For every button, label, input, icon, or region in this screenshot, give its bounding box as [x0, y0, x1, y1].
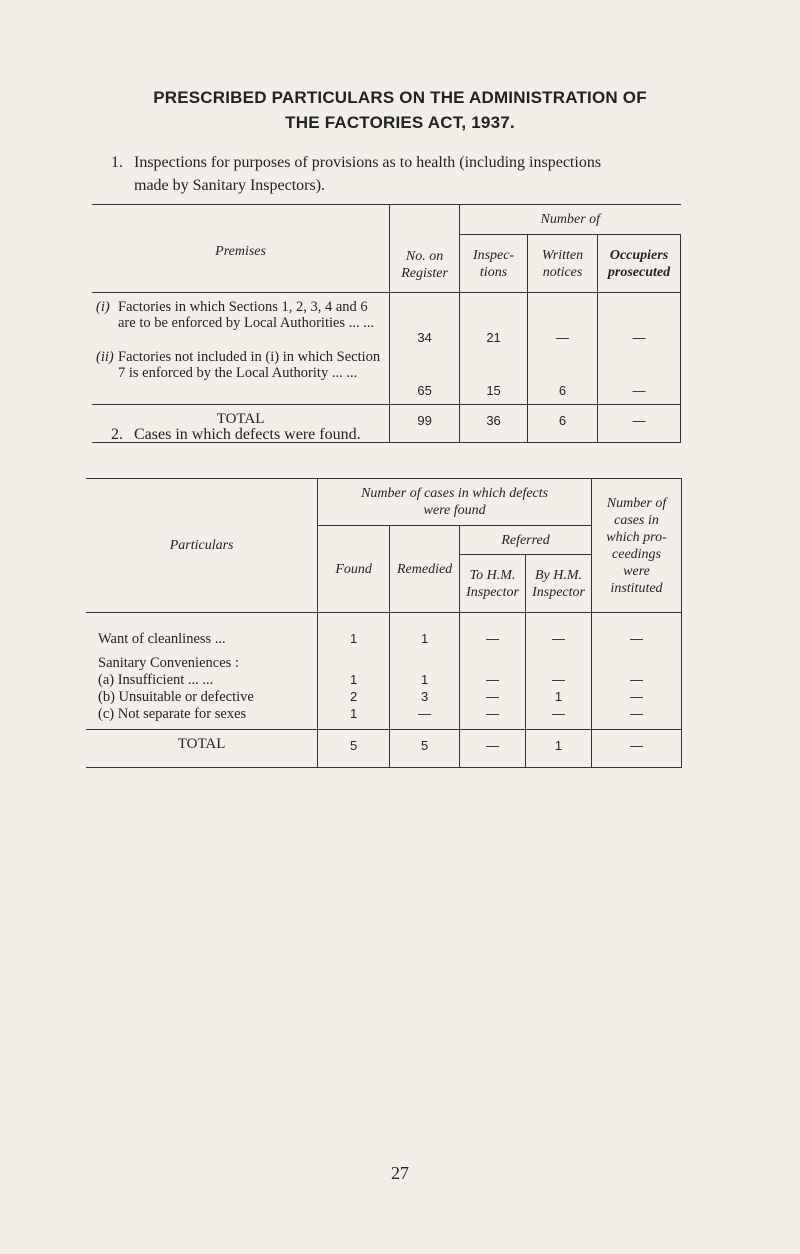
- total-found: 5: [318, 730, 390, 768]
- table-row: [86, 706, 682, 730]
- cell-remedied: 3: [390, 689, 460, 706]
- header-found: Found: [318, 526, 390, 613]
- cell-found: 1: [318, 613, 390, 655]
- cell-proceedings: —: [592, 689, 682, 706]
- total-by-hm: 1: [526, 730, 592, 768]
- header-particulars: Particulars: [86, 479, 318, 613]
- cell-proceedings: —: [592, 613, 682, 655]
- cell-found: 1: [318, 672, 390, 689]
- table-row: [86, 613, 682, 655]
- header-inspections: Inspec- tions: [460, 235, 528, 293]
- cell-notices: —: [528, 293, 598, 347]
- total-to-hm: —: [460, 730, 526, 768]
- cell-proceedings: —: [592, 672, 682, 689]
- row-text: (b) Unsuitable or defective: [86, 689, 318, 706]
- table-row: [92, 347, 681, 405]
- cell-inspections: 15: [460, 347, 528, 405]
- total-label: TOTAL: [86, 730, 318, 768]
- table-row: [92, 293, 681, 347]
- document-title-line2: THE FACTORIES ACT, 1937.: [285, 113, 515, 132]
- row-label: (ii): [96, 348, 114, 365]
- header-number-of: Number of: [460, 205, 681, 235]
- row-text: Want of cleanliness ...: [86, 613, 318, 655]
- cell-remedied: —: [390, 706, 460, 730]
- table-row: [86, 672, 682, 689]
- cell-by-hm: —: [526, 613, 592, 655]
- total-remedied: 5: [390, 730, 460, 768]
- section1-number: 1.: [111, 154, 123, 171]
- row-text: (a) Insufficient ... ...: [86, 672, 318, 689]
- cell-remedied: 1: [390, 613, 460, 655]
- cell-by-hm: —: [526, 672, 592, 689]
- table-row: [86, 689, 682, 706]
- cell-register: 34: [390, 293, 460, 347]
- total-inspections: 36: [460, 405, 528, 443]
- document-title-line1: PRESCRIBED PARTICULARS ON THE ADMINISTRATION OF: [153, 88, 647, 107]
- total-prosecuted: —: [598, 405, 681, 443]
- total-notices: 6: [528, 405, 598, 443]
- row-text: Sanitary Conveniences :: [86, 655, 318, 672]
- total-label: TOTAL: [92, 405, 390, 443]
- inspections-table: [92, 204, 681, 443]
- section1-heading-line2: made by Sanitary Inspectors).: [134, 177, 326, 194]
- section1-heading-line1: Inspections for purposes of provisions as to health (including inspections: [134, 154, 602, 171]
- section2-number: 2.: [111, 426, 123, 443]
- cell-register: 65: [390, 347, 460, 405]
- row-text: Factories not included in (i) in which Section 7 is enforced by the Local Authority ... ...: [118, 348, 381, 381]
- page-number: 27: [391, 1163, 409, 1183]
- cell-prosecuted: —: [598, 347, 681, 405]
- row-text: (c) Not separate for sexes: [86, 706, 318, 730]
- header-to-hm: To H.M. Inspector: [460, 555, 526, 613]
- row-label: (i): [96, 299, 110, 315]
- row-text: Factories in which Sections 1, 2, 3, 4 and 6 are to be enforced by Local Authorities ... ...: [118, 299, 375, 331]
- table-row: [86, 655, 682, 672]
- header-prosecuted: Occupiers prosecuted: [598, 235, 681, 293]
- cell-prosecuted: —: [598, 293, 681, 347]
- header-referred: Referred: [460, 526, 592, 555]
- cell-proceedings: —: [592, 706, 682, 730]
- cell-found: 2: [318, 689, 390, 706]
- header-by-hm: By H.M. Inspector: [526, 555, 592, 613]
- total-row: [86, 730, 682, 768]
- header-register: No. on Register: [390, 205, 460, 293]
- cell-by-hm: 1: [526, 689, 592, 706]
- cell-to-hm: —: [460, 706, 526, 730]
- header-number-cases: Number of cases in which defects were found: [318, 479, 592, 526]
- section2-heading: Cases in which defects were found.: [134, 426, 361, 443]
- header-proceedings: Number of cases in which pro- ceedings were instituted: [592, 479, 682, 613]
- cell-remedied: 1: [390, 672, 460, 689]
- cell-inspections: 21: [460, 293, 528, 347]
- cell-to-hm: —: [460, 689, 526, 706]
- header-remedied: Remedied: [390, 526, 460, 613]
- cell-by-hm: —: [526, 706, 592, 730]
- cell-to-hm: —: [460, 613, 526, 655]
- header-premises: Premises: [92, 205, 390, 293]
- header-notices: Written notices: [528, 235, 598, 293]
- cell-found: 1: [318, 706, 390, 730]
- cell-to-hm: —: [460, 672, 526, 689]
- total-proceedings: —: [592, 730, 682, 768]
- defects-table: [86, 478, 682, 768]
- cell-notices: 6: [528, 347, 598, 405]
- total-register: 99: [390, 405, 460, 443]
